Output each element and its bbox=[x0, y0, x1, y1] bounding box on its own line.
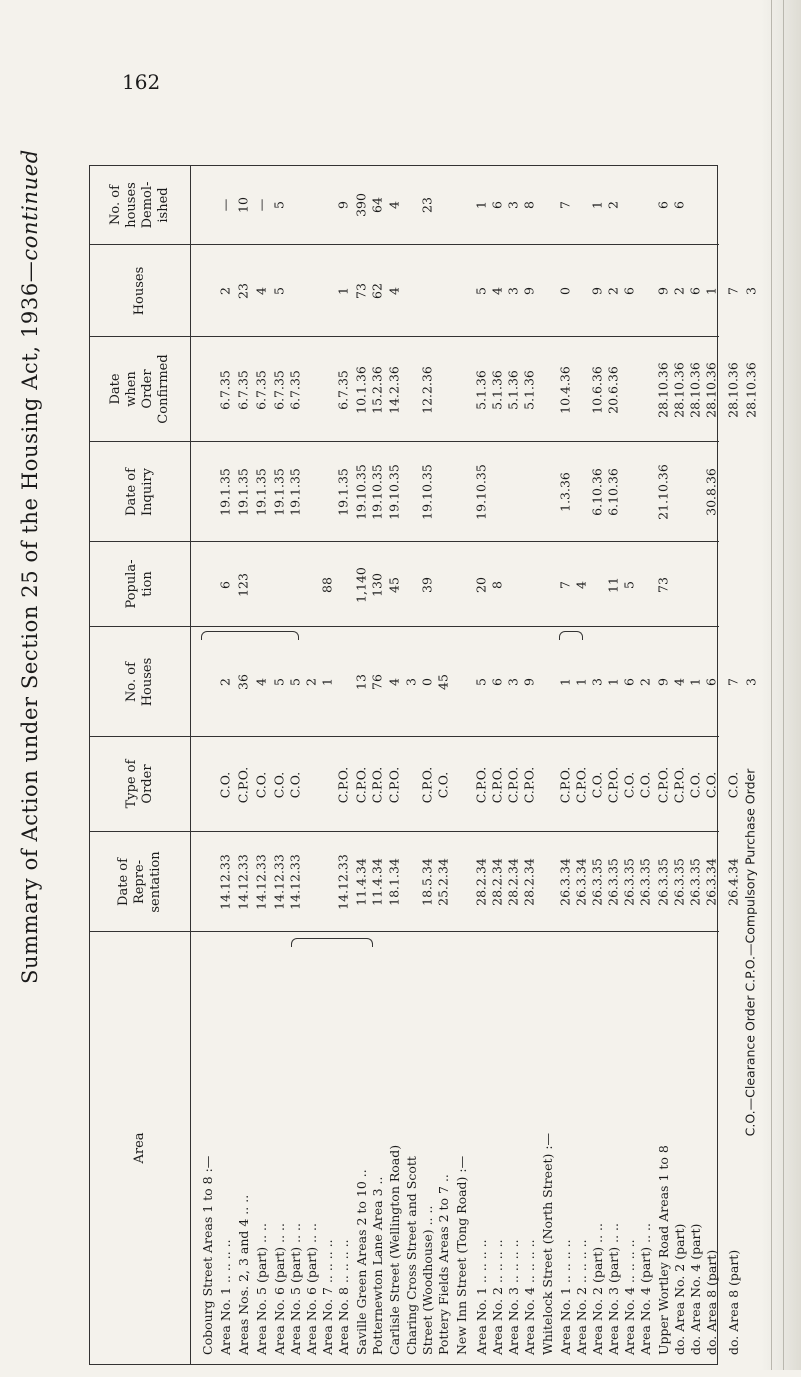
column-date-representation bbox=[90, 831, 741, 931]
cell-text: 19.10.35 bbox=[419, 464, 435, 520]
cell-text: Area No. 4 (part) .. .. bbox=[638, 1223, 653, 1355]
cell-text: 76 bbox=[369, 674, 385, 690]
cell-text: 19.1.35 bbox=[217, 468, 233, 516]
cell-text: 30.8.36 bbox=[703, 468, 719, 516]
cell-text: 1 bbox=[557, 678, 573, 686]
cell-text: 2 bbox=[605, 201, 621, 209]
cell-text: do. Area 8 (part) bbox=[704, 1249, 719, 1355]
cell-text: 2 bbox=[303, 678, 319, 686]
cell-text: 11.4.34 bbox=[353, 858, 369, 906]
cell-text: C.O. bbox=[687, 771, 703, 798]
cell-text: 4 bbox=[386, 201, 402, 209]
column-cells bbox=[191, 166, 719, 244]
cell-text: 39 bbox=[419, 576, 435, 593]
cell-text: 73 bbox=[655, 576, 671, 593]
cell-text: C.P.O. bbox=[419, 766, 435, 803]
cell-text: 5 bbox=[621, 580, 637, 589]
column-no-of-houses bbox=[90, 626, 759, 736]
cell-text: 3 bbox=[505, 287, 521, 295]
running-title-text: Summary of Action under Section 25 of the Housing Act, 1936— bbox=[18, 260, 42, 984]
cell-text: 5 bbox=[473, 287, 489, 295]
cell-text: 6 bbox=[703, 678, 719, 686]
cell-text: 6 bbox=[489, 678, 505, 686]
cell-text: 5.1.36 bbox=[505, 369, 521, 410]
cell-text: 18.5.34 bbox=[419, 858, 435, 906]
cell-text: C.P.O. bbox=[557, 766, 573, 803]
cell-text: 28.10.36 bbox=[703, 361, 719, 418]
cell-text: 20 bbox=[473, 576, 489, 593]
cell-text: 6.10.36 bbox=[605, 468, 621, 516]
cell-text: C.O. bbox=[435, 771, 451, 798]
cell-text: 19.1.35 bbox=[253, 468, 269, 516]
cell-text: C.P.O. bbox=[369, 766, 385, 803]
cell-text: Area No. 8 .. .. .. .. bbox=[336, 1239, 351, 1355]
cell-text: 3 bbox=[505, 201, 521, 209]
header-text: Area bbox=[132, 1132, 147, 1164]
cell-text: C.O. bbox=[637, 771, 653, 798]
cell-text: C.P.O. bbox=[671, 766, 687, 803]
cell-text: 73 bbox=[353, 283, 369, 299]
cell-text: C.P.O. bbox=[353, 766, 369, 803]
cell-text: 10.4.36 bbox=[557, 365, 573, 414]
cell-text: Pottery Fields Areas 2 to 7 .. bbox=[436, 1174, 451, 1355]
column-area bbox=[90, 931, 741, 1364]
brace bbox=[291, 938, 373, 947]
column-cells bbox=[191, 627, 759, 736]
cell-text: 6 bbox=[489, 201, 505, 209]
cell-text: C.P.O. bbox=[605, 766, 621, 803]
cell-text: do. Area No. 4 (part) bbox=[688, 1223, 703, 1355]
cell-text: 88 bbox=[319, 576, 335, 593]
cell-text: 4 bbox=[253, 287, 269, 295]
cell-text: — bbox=[217, 198, 233, 212]
cell-text: 5 bbox=[473, 678, 489, 686]
column-type-of-order bbox=[90, 736, 741, 831]
cell-text: 9 bbox=[335, 201, 351, 209]
cell-text: C.P.O. bbox=[473, 766, 489, 803]
cell-text: Whitelock Street (North Street) :— bbox=[540, 1132, 555, 1355]
cell-text: 19.10.35 bbox=[473, 464, 489, 520]
header-text: Date of Repre- sentation bbox=[116, 850, 163, 913]
footnote-text: C.O.—Clearance Order C.P.O.—Compulsory Purchase Order bbox=[742, 768, 758, 1137]
cell-text: 19.1.35 bbox=[271, 468, 287, 516]
cell-text: C.O. bbox=[271, 771, 287, 798]
cell-text: 2 bbox=[605, 287, 621, 295]
column-header bbox=[90, 737, 191, 831]
column-header bbox=[90, 832, 191, 931]
column-header bbox=[90, 542, 191, 626]
cell-text: Upper Wortley Road Areas 1 to 8 bbox=[656, 1145, 671, 1355]
cell-text: Area No. 1 .. .. .. .. bbox=[218, 1239, 233, 1355]
cell-text: 6 bbox=[217, 580, 233, 589]
cell-text: 6.7.35 bbox=[253, 369, 269, 410]
cell-text: 10 bbox=[235, 197, 251, 213]
cell-text: 28.10.36 bbox=[655, 361, 671, 418]
column-cells bbox=[191, 737, 741, 831]
header-text: Date when Order Confirmed bbox=[108, 354, 171, 424]
cell-text: 6.7.35 bbox=[235, 369, 251, 410]
cell-text: 62 bbox=[369, 283, 385, 299]
cell-text: 1 bbox=[687, 678, 703, 686]
cell-text: 26.3.35 bbox=[671, 858, 687, 906]
cell-text: 5.1.36 bbox=[521, 369, 537, 410]
cell-text: 6.10.36 bbox=[589, 468, 605, 516]
column-header bbox=[90, 627, 191, 736]
cell-text: 1,140 bbox=[353, 566, 369, 603]
cell-text: 2 bbox=[637, 678, 653, 686]
cell-text: Carlisle Street (Wellington Road) bbox=[387, 1144, 402, 1355]
cell-text: C.O. bbox=[253, 771, 269, 798]
cell-text: C.O. bbox=[703, 771, 719, 798]
cell-text: 5 bbox=[287, 678, 303, 686]
column-population bbox=[90, 541, 719, 626]
cell-text: 14.12.33 bbox=[235, 854, 251, 910]
header-text: Date of Inquiry bbox=[124, 467, 155, 516]
cell-text: C.P.O. bbox=[386, 766, 402, 803]
cell-text: 23 bbox=[235, 283, 251, 299]
cell-text: 26.3.35 bbox=[605, 858, 621, 906]
cell-text: Area No. 3 .. .. .. .. bbox=[506, 1239, 521, 1355]
cell-text: Area No. 5 (part) .. .. bbox=[288, 1223, 303, 1355]
column-header bbox=[90, 442, 191, 541]
cell-text: 14.12.33 bbox=[271, 854, 287, 910]
cell-text: do. Area 8 (part) bbox=[726, 1249, 741, 1355]
cell-text: 19.1.35 bbox=[235, 468, 251, 516]
cell-text: 7 bbox=[557, 580, 573, 589]
cell-text: 5.1.36 bbox=[489, 369, 505, 410]
column-header bbox=[90, 166, 191, 244]
cell-text: 19.1.35 bbox=[335, 468, 351, 516]
binding-line bbox=[783, 0, 784, 1370]
cell-text: 2 bbox=[671, 287, 687, 295]
cell-text: 1.3.36 bbox=[557, 472, 573, 512]
cell-text: 10.6.36 bbox=[589, 365, 605, 414]
cell-text: C.O. bbox=[217, 771, 233, 798]
cell-text: New Inn Street (Tong Road) :— bbox=[454, 1155, 469, 1355]
cell-text: Area No. 5 (part) .. .. bbox=[254, 1223, 269, 1355]
cell-text: 9 bbox=[655, 287, 671, 295]
cell-text: 9 bbox=[521, 287, 537, 295]
cell-text: 1 bbox=[319, 678, 335, 686]
cell-text: Cobourg Street Areas 1 to 8 :— bbox=[200, 1155, 215, 1355]
cell-text: Area No. 1 .. .. .. .. bbox=[558, 1239, 573, 1355]
cell-text: 6.7.35 bbox=[335, 369, 351, 410]
binding-line bbox=[771, 0, 772, 1370]
cell-text: 1 bbox=[605, 678, 621, 686]
cell-text: C.O. bbox=[725, 771, 741, 798]
cell-text: Area No. 7 .. .. .. .. bbox=[320, 1239, 335, 1355]
cell-text: Area No. 6 (part) .. .. bbox=[304, 1223, 319, 1355]
cell-text: 1 bbox=[473, 201, 489, 209]
cell-text: 4 bbox=[671, 678, 687, 686]
cell-text: C.P.O. bbox=[489, 766, 505, 803]
cell-text: 12.2.36 bbox=[419, 365, 435, 414]
cell-text: 14.12.33 bbox=[335, 854, 351, 910]
cell-text: 6 bbox=[655, 201, 671, 209]
cell-text: 26.3.35 bbox=[687, 858, 703, 906]
cell-text: 15.2.36 bbox=[369, 365, 385, 414]
cell-text: Saville Green Areas 2 to 10 .. bbox=[354, 1169, 369, 1355]
column-date-confirmed bbox=[90, 336, 759, 441]
cell-text: 4 bbox=[386, 678, 402, 686]
column-cells bbox=[191, 245, 759, 336]
cell-text: 28.2.34 bbox=[505, 858, 521, 906]
cell-text: Area No. 4 .. .. .. .. bbox=[522, 1239, 537, 1355]
cell-text: 19.10.35 bbox=[369, 464, 385, 520]
cell-text: 21.10.36 bbox=[655, 464, 671, 520]
cell-text: 28.2.34 bbox=[521, 858, 537, 906]
cell-text: 4 bbox=[253, 678, 269, 686]
cell-text: do. Area No. 2 (part) bbox=[672, 1223, 687, 1355]
running-title bbox=[18, 149, 42, 984]
cell-text: 14.12.33 bbox=[287, 854, 303, 910]
cell-text: C.O. bbox=[287, 771, 303, 798]
header-text: No. of Houses bbox=[124, 657, 155, 706]
cell-text: 20.6.36 bbox=[605, 365, 621, 414]
cell-text: Area No. 2 (part) .. .. bbox=[590, 1223, 605, 1355]
header-text: Houses bbox=[132, 266, 147, 315]
cell-text: 1 bbox=[703, 287, 719, 295]
cell-text: C.P.O. bbox=[235, 766, 251, 803]
cell-text: 3 bbox=[743, 678, 759, 686]
cell-text: 3 bbox=[743, 287, 759, 295]
cell-text: 6.7.35 bbox=[287, 369, 303, 410]
cell-text: Charing Cross Street and Scott bbox=[404, 1156, 419, 1355]
cell-text: 0 bbox=[557, 287, 573, 295]
cell-text: 13 bbox=[353, 674, 369, 690]
cell-text: C.P.O. bbox=[505, 766, 521, 803]
cell-text: 45 bbox=[435, 674, 451, 690]
cell-text: 26.3.35 bbox=[637, 858, 653, 906]
cell-text: 14.12.33 bbox=[217, 854, 233, 910]
cell-text: 28.10.36 bbox=[725, 361, 741, 418]
cell-text: Area No. 2 .. .. .. .. bbox=[490, 1239, 505, 1355]
cell-text: 28.2.34 bbox=[473, 858, 489, 906]
cell-text: 5 bbox=[271, 678, 287, 686]
cell-text: 5 bbox=[271, 201, 287, 209]
cell-text: 7 bbox=[725, 287, 741, 295]
cell-text: 14.2.36 bbox=[386, 365, 402, 414]
cell-text: 19.10.35 bbox=[386, 464, 402, 520]
cell-text: 6 bbox=[621, 287, 637, 295]
brace bbox=[201, 631, 299, 640]
column-cells bbox=[191, 542, 719, 626]
cell-text: 28.10.36 bbox=[743, 361, 759, 418]
cell-text: 26.3.34 bbox=[703, 858, 719, 906]
header-text: Popula- tion bbox=[124, 559, 155, 609]
cell-text: 9 bbox=[655, 678, 671, 686]
cell-text: C.O. bbox=[589, 771, 605, 798]
cell-text: 5 bbox=[271, 287, 287, 295]
cell-text: Area No. 1 .. .. .. .. bbox=[474, 1239, 489, 1355]
column-houses-demolished bbox=[90, 166, 719, 244]
column-cells bbox=[191, 442, 719, 541]
cell-text: 10.1.36 bbox=[353, 365, 369, 414]
cell-text: 3 bbox=[589, 678, 605, 686]
cell-text: 130 bbox=[369, 572, 385, 597]
cell-text: C.P.O. bbox=[573, 766, 589, 803]
cell-text: 8 bbox=[489, 580, 505, 589]
cell-text: 64 bbox=[369, 197, 385, 213]
cell-text: Area No. 2 .. .. .. .. bbox=[574, 1239, 589, 1355]
cell-text: 1 bbox=[573, 678, 589, 686]
page-number: 162 bbox=[122, 70, 161, 94]
page-binding-edge bbox=[761, 0, 801, 1370]
cell-text: 26.3.35 bbox=[621, 858, 637, 906]
cell-text: C.O. bbox=[621, 771, 637, 798]
cell-text: 28.10.36 bbox=[687, 361, 703, 418]
cell-text: Street (Woodhouse) .. .. bbox=[420, 1205, 435, 1355]
cell-text: Area No. 6 (part) .. .. bbox=[272, 1223, 287, 1355]
cell-text: 6.7.35 bbox=[217, 369, 233, 410]
cell-text: 5.1.36 bbox=[473, 369, 489, 410]
cell-text: 0 bbox=[419, 678, 435, 686]
cell-text: 45 bbox=[386, 576, 402, 593]
cell-text: 4 bbox=[386, 287, 402, 295]
cell-text: Potternewton Lane Area 3 .. bbox=[370, 1176, 385, 1355]
cell-text: 8 bbox=[521, 201, 537, 209]
cell-text: 390 bbox=[353, 193, 369, 217]
cell-text: 9 bbox=[521, 678, 537, 686]
cell-text: 28.2.34 bbox=[489, 858, 505, 906]
cell-text: 2 bbox=[217, 678, 233, 686]
cell-text: 1 bbox=[335, 287, 351, 295]
cell-text: 6 bbox=[621, 678, 637, 686]
cell-text: 18.1.34 bbox=[386, 858, 402, 906]
column-header bbox=[90, 932, 191, 1364]
column-cells bbox=[191, 932, 741, 1364]
cell-text: 19.1.35 bbox=[287, 468, 303, 516]
cell-text: 26.4.34 bbox=[725, 858, 741, 906]
column-houses bbox=[90, 244, 759, 336]
cell-text: 14.12.33 bbox=[253, 854, 269, 910]
cell-text: 26.3.34 bbox=[573, 858, 589, 906]
running-title-continued: continued bbox=[18, 149, 42, 261]
cell-text: — bbox=[253, 198, 269, 212]
cell-text: 6 bbox=[687, 287, 703, 295]
brace bbox=[559, 631, 583, 640]
cell-text: 6 bbox=[671, 201, 687, 209]
cell-text: 26.3.34 bbox=[557, 858, 573, 906]
column-cells bbox=[191, 337, 759, 441]
cell-text: 36 bbox=[235, 674, 251, 690]
cell-text: 26.3.35 bbox=[655, 858, 671, 906]
cell-text: C.P.O. bbox=[521, 766, 537, 803]
cell-text: 123 bbox=[235, 572, 251, 597]
cell-text: 23 bbox=[419, 197, 435, 213]
cell-text: 11.4.34 bbox=[369, 858, 385, 906]
header-text: Type of Order bbox=[124, 759, 155, 809]
cell-text: 6.7.35 bbox=[271, 369, 287, 410]
cell-text: 1 bbox=[589, 201, 605, 209]
header-text: No. of houses Demol- ished bbox=[108, 181, 171, 229]
cell-text: 19.10.35 bbox=[353, 464, 369, 520]
cell-text: 3 bbox=[505, 678, 521, 686]
cell-text: C.P.O. bbox=[335, 766, 351, 803]
cell-text: Area No. 4 .. .. .. .. bbox=[622, 1239, 637, 1355]
column-header bbox=[90, 245, 191, 336]
column-header bbox=[90, 337, 191, 441]
cell-text: 28.10.36 bbox=[671, 361, 687, 418]
cell-text: 3 bbox=[403, 678, 419, 686]
cell-text: 9 bbox=[589, 287, 605, 295]
cell-text: 4 bbox=[489, 287, 505, 295]
cell-text: 2 bbox=[217, 287, 233, 295]
column-cells bbox=[191, 832, 741, 931]
cell-text: 4 bbox=[573, 580, 589, 589]
cell-text: C.P.O. bbox=[655, 766, 671, 803]
cell-text: Areas Nos. 2, 3 and 4 .. .. bbox=[236, 1194, 251, 1355]
column-date-inquiry bbox=[90, 441, 719, 541]
cell-text: 25.2.34 bbox=[435, 858, 451, 906]
cell-text: 7 bbox=[557, 201, 573, 209]
cell-text: 11 bbox=[605, 576, 621, 593]
cell-text: 26.3.35 bbox=[589, 858, 605, 906]
cell-text: Area No. 3 (part) .. .. bbox=[606, 1223, 621, 1355]
cell-text: 7 bbox=[725, 678, 741, 686]
